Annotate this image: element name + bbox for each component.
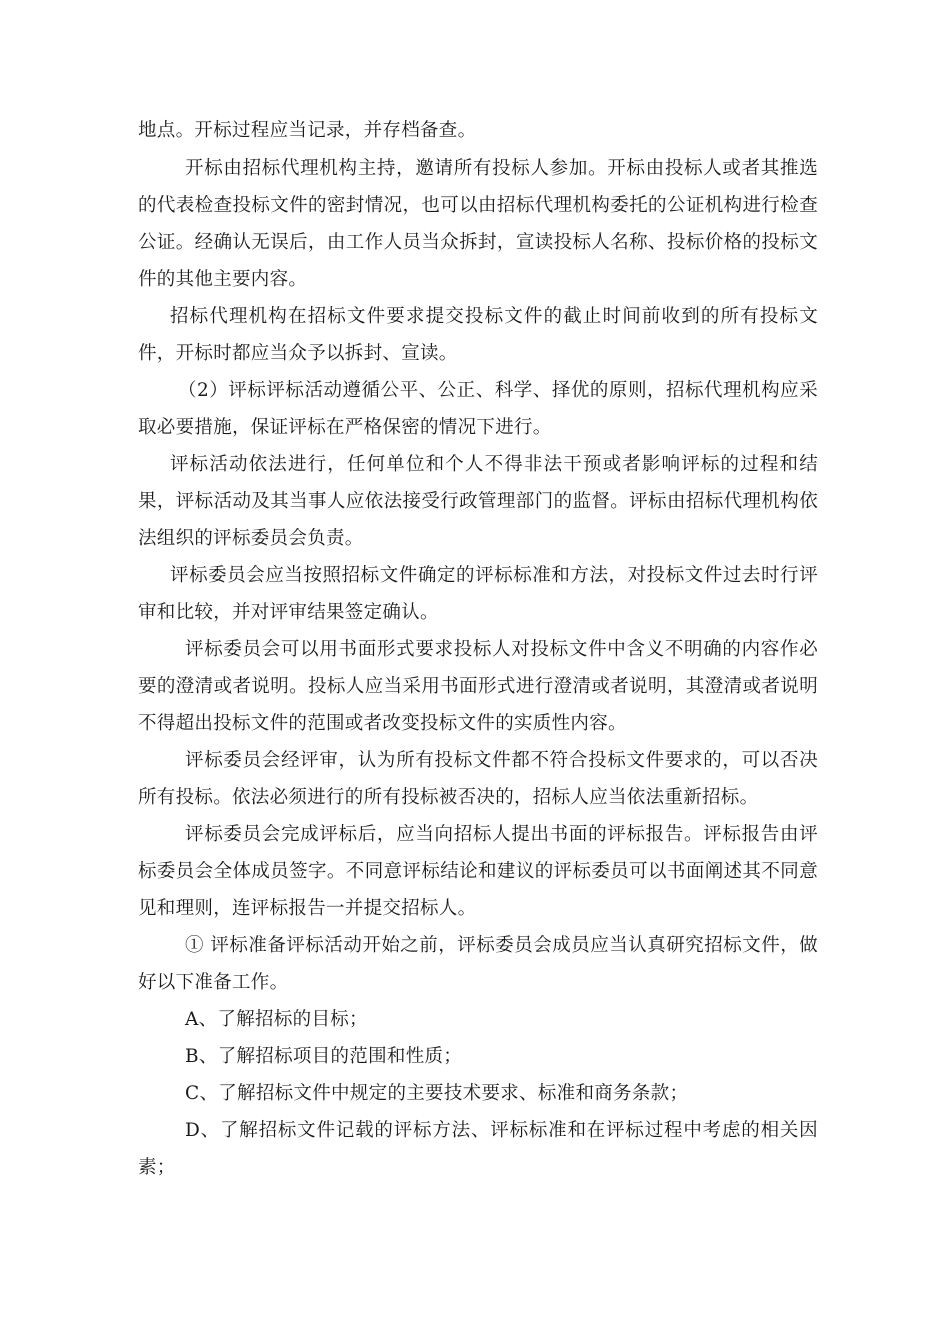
list-item-a: A、了解招标的目标；	[185, 1009, 368, 1030]
paragraph-3: 招标代理机构在招标文件要求提交投标文件的截止时间前收到的所有投标文件，开标时都应当众予以拆封、宣读。	[138, 306, 818, 364]
paragraph-2: 开标由招标代理机构主持，邀请所有投标人参加。开标由投标人或者其推选的代表检查投标文件的密封情况，也可以由招标代理机构委托的公证机构进行检查公证。经确认无误后，由工作人员当众拆封，宣读投标人名称、投标价格的投标文件的其他主要内容。	[138, 158, 818, 290]
paragraph-8: 评标委员会经评审，认为所有投标文件都不符合投标文件要求的，可以否决所有投标。依法必须进行的所有投标被否决的，招标人应当依法重新招标。	[138, 750, 818, 808]
paragraph-7: 评标委员会可以用书面形式要求投标人对投标文件中含义不明确的内容作必要的澄清或者说明。投标人应当采用书面形式进行澄清或者说明，其澄清或者说明不得超出投标文件的范围或者改变投标文件的实质性内容。	[138, 639, 818, 734]
list-item-d: D、了解招标文件记载的评标方法、评标标准和在评标过程中考虑的相关因素；	[138, 1120, 818, 1178]
list-item-c: C、了解招标文件中规定的主要技术要求、标准和商务条款；	[185, 1083, 689, 1104]
paragraph-6: 评标委员会应当按照招标文件确定的评标标准和方法，对投标文件过去时行评审和比较，并对评审结果签定确认。	[138, 565, 818, 623]
paragraph-1: 地点。开标过程应当记录，并存档备查。	[138, 120, 477, 141]
paragraph-4: （2）评标评标活动遵循公平、公正、科学、择优的原则，招标代理机构应采取必要措施，保证评标在严格保密的情况下进行。	[138, 380, 818, 438]
list-item-b: B、了解招标项目的范围和性质；	[185, 1046, 463, 1067]
paragraph-9: 评标委员会完成评标后，应当向招标人提出书面的评标报告。评标报告由评标委员会全体成员签字。不同意评标结论和建议的评标委员可以书面阐述其不同意见和理则，连评标报告一并提交招标人。	[138, 824, 818, 919]
paragraph-10: ① 评标准备评标活动开始之前，评标委员会成员应当认真研究招标文件，做好以下准备工作。	[138, 935, 818, 993]
paragraph-5: 评标活动依法进行，任何单位和个人不得非法干预或者影响评标的过程和结果，评标活动及其当事人应依法接受行政管理部门的监督。评标由招标代理机构依法组织的评标委员会负责。	[138, 454, 818, 549]
